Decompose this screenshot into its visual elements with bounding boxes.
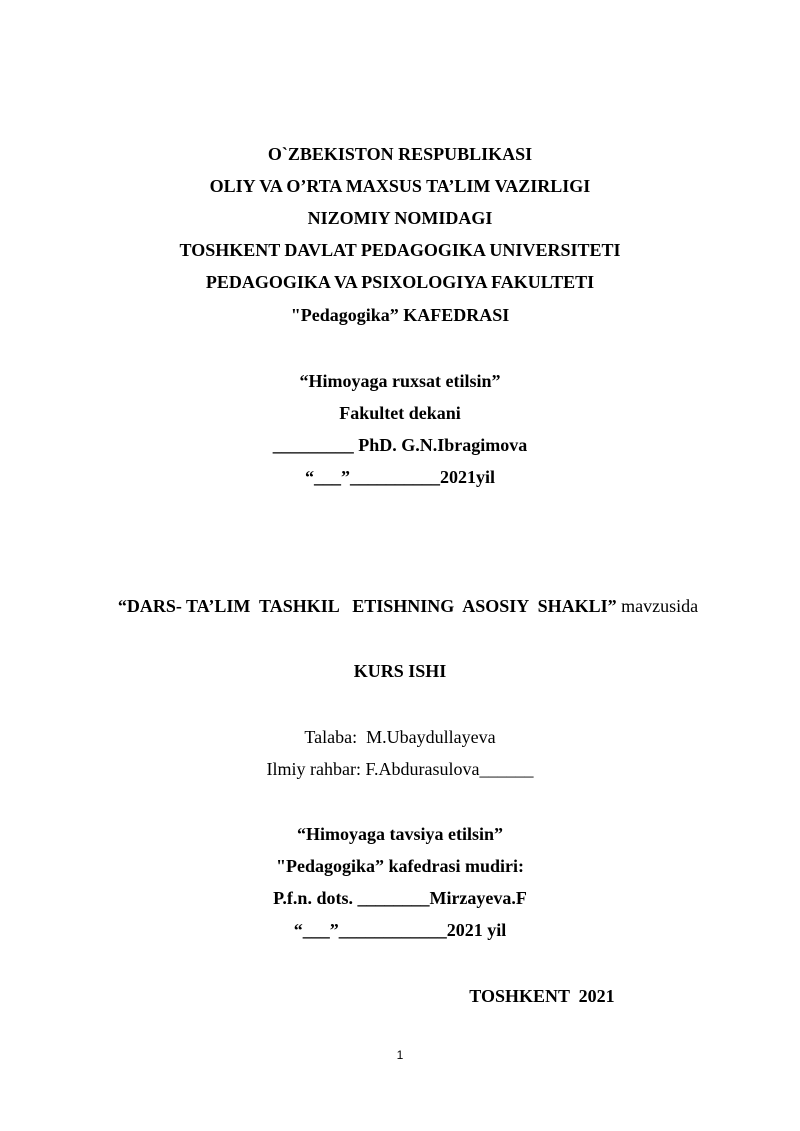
topic-line <box>8 595 800 617</box>
university-prefix: NIZOMIY NOMIDAGI <box>307 208 493 228</box>
recommendation-date: “___”____________2021 yil <box>293 920 507 940</box>
topic-suffix: mavzusida <box>616 596 699 616</box>
recommendation-signature: P.f.n. dots. ________Mirzayeva.F <box>273 888 527 908</box>
department-name <box>0 304 800 326</box>
student-name: Talaba: M.Ubaydullayeva <box>304 727 496 747</box>
recommendation-role: "Pedagogika” kafedrasi mudiri: <box>275 856 524 876</box>
approval-signature: _________ PhD. G.N.Ibragimova <box>272 435 528 455</box>
supervisor-name: Ilmiy rahbar: F.Abdurasulova______ <box>266 759 534 779</box>
work-type: KURS ISHI <box>353 661 447 681</box>
city-year: TOSHKENT 2021 <box>469 986 615 1006</box>
page-number: 1 <box>396 1048 404 1062</box>
department-name-text: "Pedagogika” KAFEDRASI <box>290 305 510 325</box>
faculty-name: PEDAGOGIKA VA PSIXOLOGIYA FAKULTETI <box>205 272 595 292</box>
ministry-country: O`ZBEKISTON RESPUBLIKASI <box>267 144 533 164</box>
approval-date: “___”__________2021yil <box>304 467 495 487</box>
university-name: TOSHKENT DAVLAT PEDAGOGIKA UNIVERSITETI <box>179 240 621 260</box>
approval-title: “Himoyaga ruxsat etilsin” <box>299 371 501 391</box>
topic-title: “DARS- TA’LIM TASHKIL ETISHNING ASOSIY SHAKLI” <box>117 596 617 616</box>
recommendation-title: “Himoyaga tavsiya etilsin” <box>297 824 503 844</box>
approval-role: Fakultet dekani <box>339 403 461 423</box>
ministry-name: OLIY VA O’RTA MAXSUS TA’LIM VAZIRLIGI <box>209 176 591 196</box>
